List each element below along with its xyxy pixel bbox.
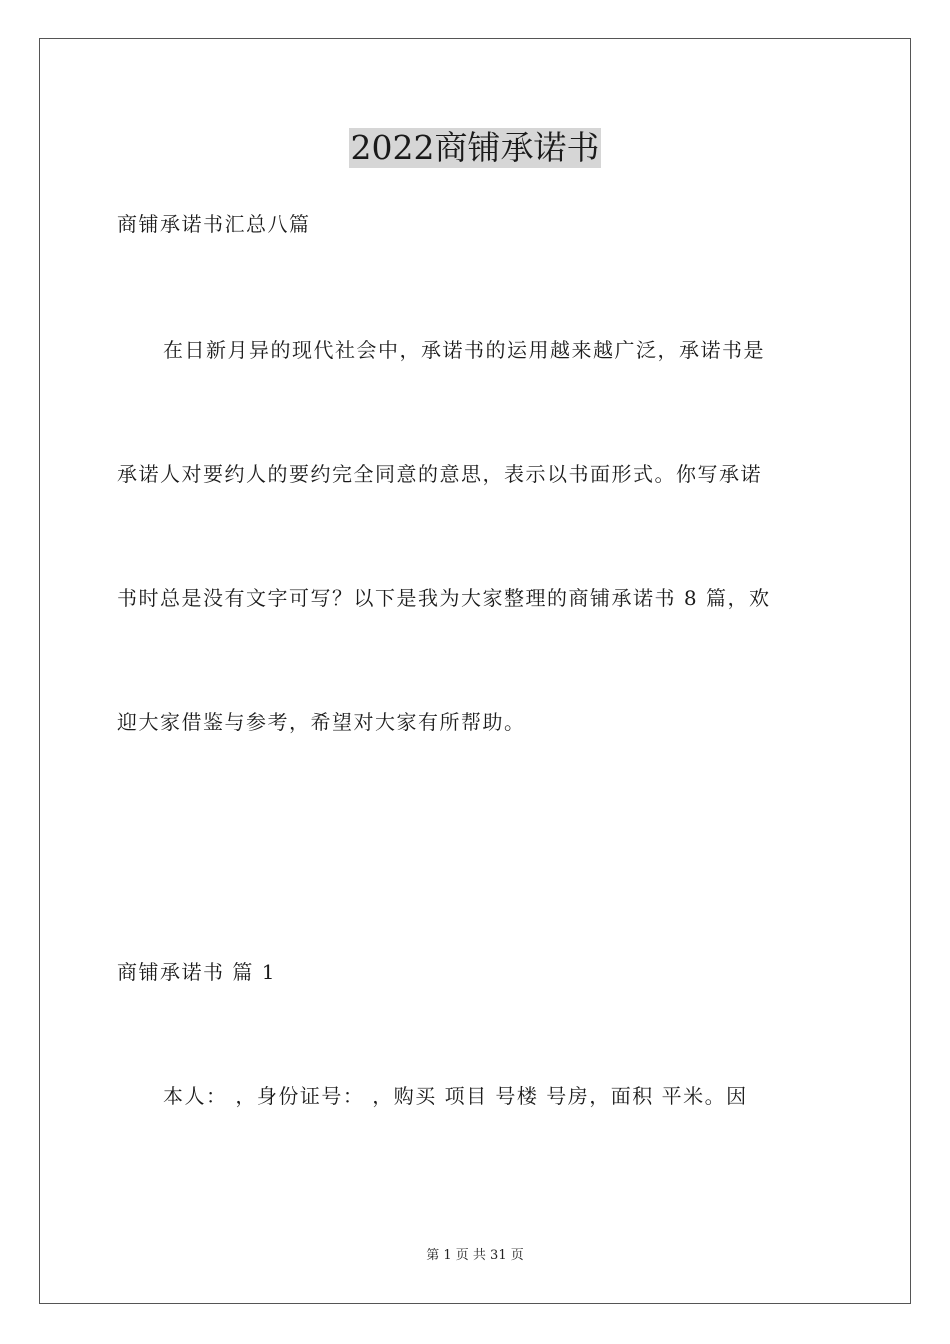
document-title: 2022商铺承诺书 <box>350 128 600 167</box>
document-subtitle: 商铺承诺书汇总八篇 <box>117 212 311 236</box>
title-container <box>0 128 950 168</box>
body-line-1: 本人： ，身份证号： ，购买 项目 号楼 号房，面积 平米。因 <box>163 1084 748 1108</box>
intro-line-3: 书时总是没有文字可写？以下是我为大家整理的商铺承诺书 8 篇，欢 <box>117 586 771 610</box>
intro-line-2: 承诺人对要约人的要约完全同意的意思，表示以书面形式。你写承诺 <box>117 462 762 486</box>
section-heading: 商铺承诺书 篇 1 <box>117 960 276 984</box>
page-number-footer: 第 1 页 共 31 页 <box>426 1248 524 1263</box>
intro-line-4: 迎大家借鉴与参考，希望对大家有所帮助。 <box>117 710 526 734</box>
intro-line-1: 在日新月异的现代社会中，承诺书的运用越来越广泛，承诺书是 <box>163 338 765 362</box>
